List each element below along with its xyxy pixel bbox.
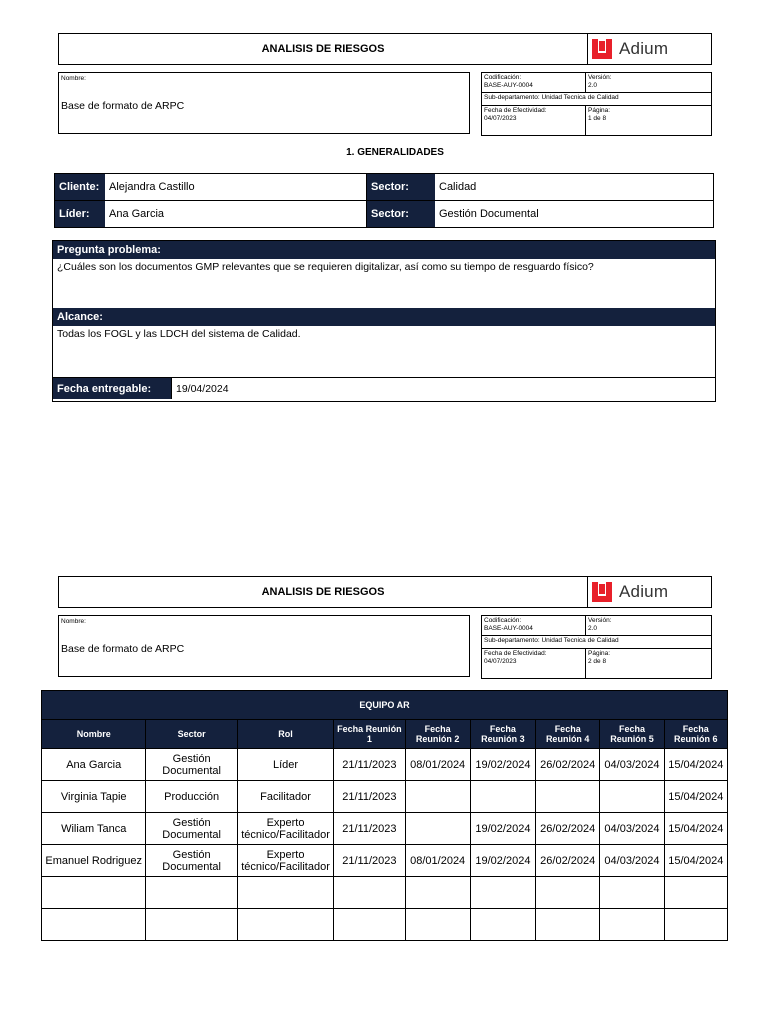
page1-name-box <box>58 72 470 134</box>
page2-info-grid <box>481 615 712 679</box>
table-cell <box>42 909 146 941</box>
table-cell: 08/01/2024 <box>405 845 470 877</box>
table-cell <box>470 909 535 941</box>
table-cell <box>405 909 470 941</box>
table-cell <box>405 813 470 845</box>
alcance-label: Alcance: <box>53 308 715 326</box>
name-value: Base de formato de ARPC <box>61 100 185 112</box>
table-row <box>42 909 728 941</box>
table-cell: 21/11/2023 <box>334 749 405 781</box>
subdepartamento: Sub-departamento: Unidad Tecnica de Calidad <box>482 93 711 106</box>
company-logo <box>587 577 711 607</box>
table-cell: Líder <box>237 749 333 781</box>
cliente-value: Alejandra Castillo <box>105 174 367 200</box>
table-cell: 15/04/2024 <box>664 845 727 877</box>
fecha-entregable-value: 19/04/2024 <box>171 378 715 399</box>
table-cell: 19/02/2024 <box>470 749 535 781</box>
page1-info-grid <box>481 72 712 136</box>
sector-label: Sector: <box>367 201 435 227</box>
codificacion-value: BASE-AUY-0004 <box>484 625 533 632</box>
table-cell: Virginia Tapie <box>42 781 146 813</box>
table-cell <box>536 877 600 909</box>
pagina-value: 2 de 8 <box>588 658 607 665</box>
column-header: Fecha Reunión 6 <box>664 720 727 749</box>
problem-box <box>52 240 716 402</box>
table-cell <box>237 909 333 941</box>
version-label: Versión: <box>588 74 612 81</box>
table-cell: Experto técnico/Facilitador <box>237 813 333 845</box>
page1-header <box>58 33 712 65</box>
table-cell <box>146 877 237 909</box>
fecha-efectividad-label: Fecha de Efectividad: <box>484 107 547 114</box>
column-header: Fecha Reunión 5 <box>600 720 664 749</box>
table-cell: Ana Garcia <box>42 749 146 781</box>
table-cell: 19/02/2024 <box>470 813 535 845</box>
table-cell <box>405 781 470 813</box>
team-body <box>42 749 728 941</box>
table-cell: 15/04/2024 <box>664 749 727 781</box>
fecha-efectividad-value: 04/07/2023 <box>484 658 517 665</box>
table-cell <box>600 909 664 941</box>
table-cell <box>470 781 535 813</box>
column-header: Sector <box>146 720 237 749</box>
subdepartamento: Sub-departamento: Unidad Tecnica de Calidad <box>482 636 711 649</box>
table-cell: Gestión Documental <box>146 813 237 845</box>
table-cell <box>405 877 470 909</box>
version-value: 2.0 <box>588 82 598 89</box>
adium-logo-icon <box>592 39 612 59</box>
table-cell: 21/11/2023 <box>334 781 405 813</box>
table-cell: 26/02/2024 <box>536 845 600 877</box>
table-cell: 26/02/2024 <box>536 813 600 845</box>
table-cell <box>600 781 664 813</box>
name-label: Nombre: <box>61 618 86 625</box>
table-cell: Gestión Documental <box>146 845 237 877</box>
table-cell: Gestión Documental <box>146 749 237 781</box>
alcance-value: Todas los FOGL y las LDCH del sistema de Calidad. <box>57 328 301 340</box>
table-cell: 04/03/2024 <box>600 845 664 877</box>
document-title: ANALISIS DE RIESGOS <box>261 586 385 598</box>
pagina-label: Página: <box>588 107 611 114</box>
table-cell: 04/03/2024 <box>600 813 664 845</box>
table-cell <box>237 877 333 909</box>
name-label: Nombre: <box>61 75 86 82</box>
column-header: Fecha Reunión 3 <box>470 720 535 749</box>
table-cell: Emanuel Rodriguez <box>42 845 146 877</box>
table-row <box>42 749 728 781</box>
codificacion-label: Codificación: <box>484 74 522 81</box>
generalidades-table <box>54 173 714 228</box>
document-title: ANALISIS DE RIESGOS <box>261 43 385 55</box>
table-cell <box>664 877 727 909</box>
cliente-row <box>55 174 713 200</box>
column-header: Rol <box>237 720 333 749</box>
table-cell: 21/11/2023 <box>334 813 405 845</box>
section-title: 1. GENERALIDADES <box>346 147 444 158</box>
table-cell <box>470 877 535 909</box>
cliente-label: Cliente: <box>55 174 105 200</box>
logo-text: Adium <box>619 39 669 58</box>
lider-row <box>55 200 713 227</box>
logo-text: Adium <box>619 582 669 601</box>
pregunta-value: ¿Cuáles son los documentos GMP relevantes que se requieren digitalizar, así como su tiempo de resguardo físico? <box>57 261 594 273</box>
table-row <box>42 781 728 813</box>
page2-name-box <box>58 615 470 677</box>
table-row <box>42 845 728 877</box>
table-cell: 08/01/2024 <box>405 749 470 781</box>
table-cell: 26/02/2024 <box>536 749 600 781</box>
sector-value: Gestión Documental <box>439 208 539 220</box>
table-cell <box>536 909 600 941</box>
table-cell <box>334 909 405 941</box>
version-label: Versión: <box>588 617 612 624</box>
team-header-row <box>42 720 728 749</box>
column-header: Fecha Reunión 4 <box>536 720 600 749</box>
table-cell: Producción <box>146 781 237 813</box>
company-logo <box>587 34 711 64</box>
codificacion-value: BASE-AUY-0004 <box>484 82 533 89</box>
fecha-entregable-label: Fecha entregable: <box>53 378 171 399</box>
table-cell <box>334 877 405 909</box>
column-header: Fecha Reunión 2 <box>405 720 470 749</box>
page2-header <box>58 576 712 608</box>
adium-logo-icon <box>592 582 612 602</box>
version-value: 2.0 <box>588 625 598 632</box>
name-value: Base de formato de ARPC <box>61 643 185 655</box>
fecha-efectividad-value: 04/07/2023 <box>484 115 517 122</box>
table-cell: Facilitador <box>237 781 333 813</box>
table-cell: Experto técnico/Facilitador <box>237 845 333 877</box>
table-row <box>42 877 728 909</box>
table-cell: 19/02/2024 <box>470 845 535 877</box>
fecha-entregable-row <box>53 377 715 399</box>
table-cell <box>600 877 664 909</box>
column-header: Fecha Reunión 1 <box>334 720 405 749</box>
team-title: EQUIPO AR <box>42 691 728 720</box>
sector-value: Calidad <box>439 181 477 193</box>
table-cell <box>42 877 146 909</box>
sector-label: Sector: <box>367 174 435 200</box>
table-cell <box>536 781 600 813</box>
table-cell: Wiliam Tanca <box>42 813 146 845</box>
table-cell: 15/04/2024 <box>664 781 727 813</box>
pagina-value: 1 de 8 <box>588 115 607 122</box>
table-cell: 04/03/2024 <box>600 749 664 781</box>
table-cell <box>664 909 727 941</box>
column-header: Nombre <box>42 720 146 749</box>
table-cell <box>146 909 237 941</box>
lider-value: Ana Garcia <box>105 201 367 227</box>
codificacion-label: Codificación: <box>484 617 522 624</box>
fecha-efectividad-label: Fecha de Efectividad: <box>484 650 547 657</box>
pregunta-label: Pregunta problema: <box>53 241 715 259</box>
table-cell: 21/11/2023 <box>334 845 405 877</box>
lider-label: Líder: <box>55 201 105 227</box>
equipo-ar-table <box>41 690 728 941</box>
table-row <box>42 813 728 845</box>
pagina-label: Página: <box>588 650 611 657</box>
table-cell: 15/04/2024 <box>664 813 727 845</box>
